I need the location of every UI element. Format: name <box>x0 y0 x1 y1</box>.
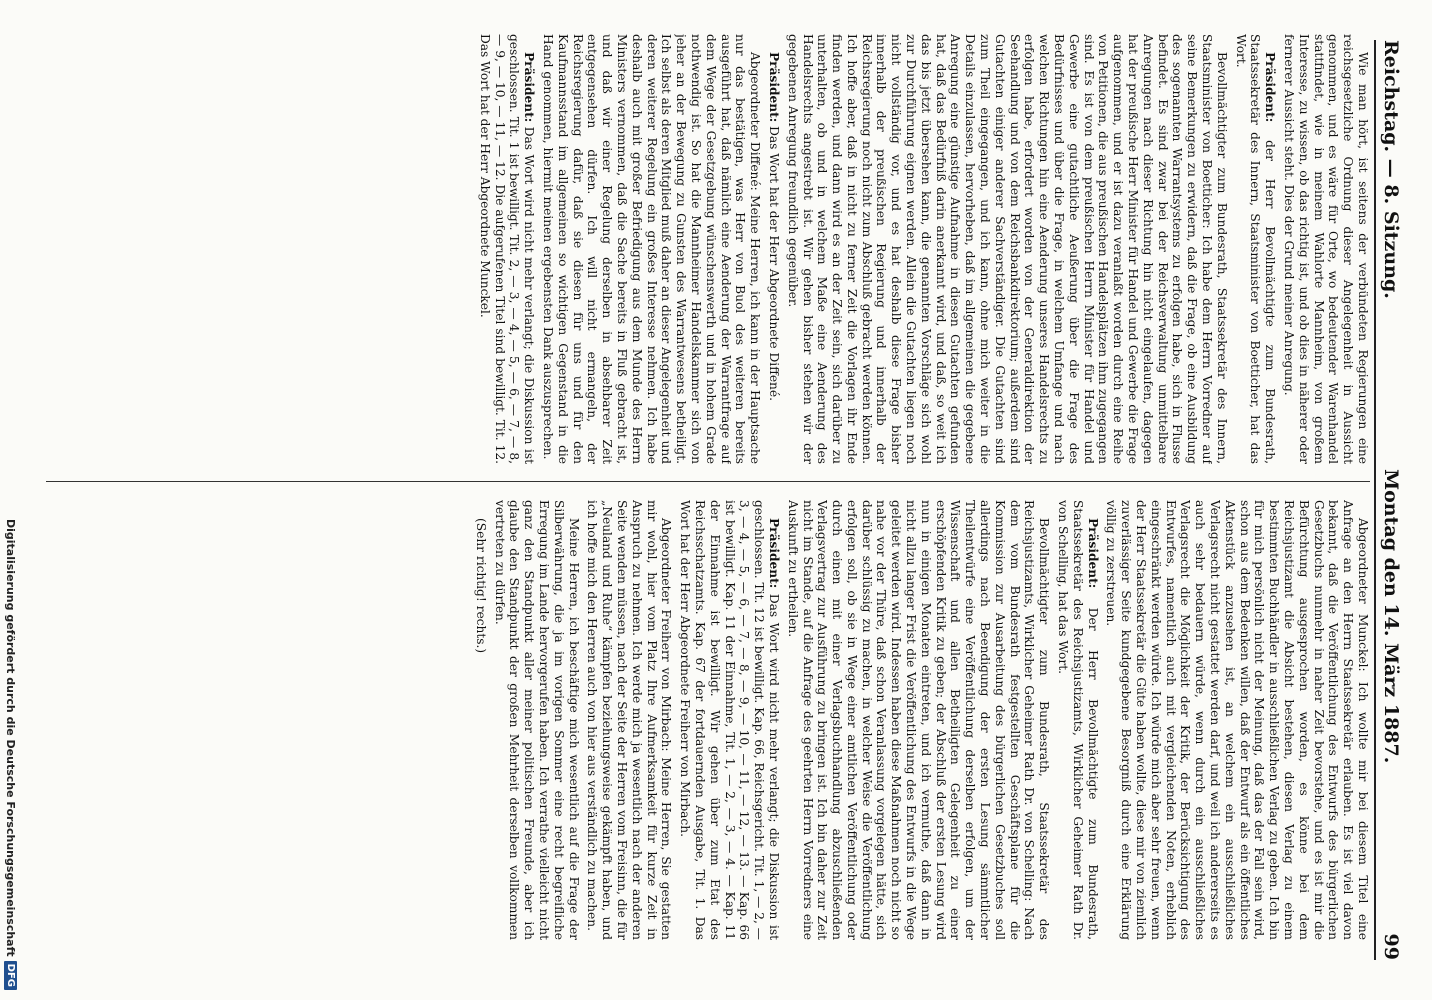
paragraph <box>785 500 1051 940</box>
speaker-label: Präsident: <box>522 52 537 123</box>
paragraph <box>1055 500 1099 940</box>
page-header <box>1374 40 1414 960</box>
speaker-label: Präsident: <box>766 52 781 123</box>
credit-text: Digitalisierung gefördert durch die Deutsche Forschungsgemeinschaft <box>4 518 18 957</box>
right-column <box>46 500 1370 940</box>
paragraph-text: Das Wort wird nicht mehr verlangt; die Diskussion ist geschlossen. Tit. 1 ist bewilligt. Tit. 2, — 3, — 4, — 5, — 6, — 7, — 8, — 9, — 10, — 11, — 12. Die aufgerufenen Titel sind bewilligt. Tit. 12. Das Wort hat der Herr Abgeordnete Munckel. <box>477 34 537 464</box>
paragraph <box>677 500 781 940</box>
paragraph-text: Das Wort hat der Herr Abgeordnete Diffené. <box>766 126 781 401</box>
paragraph-text: Wie man hört, ist seitens der verbündeten Regierungen eine reichsgesetzliche Ordnung dieser Angelegenheit in Aussicht genommen, und es wäre für Orte, wo bedeutender Warenhandel stattfindet, wie in meinem Wahlorte Mannheim, von großem Interesse, zu wissen, ob das richtig ist, und ob dies in näherer oder fernerer Aussicht steht. Dies der Grund meiner Anregung. <box>1282 34 1370 464</box>
paragraph <box>1104 500 1370 940</box>
paragraph <box>1233 34 1277 464</box>
speaker-label: Präsident: <box>766 518 781 589</box>
paragraph-text: Abgeordneter Freiherr von Mirbach: Meine Herren, Sie gestatten mir wohl, hier vom Platz Ihre Aufmerksamkeit für kurze Zeit in Anspruch zu nehmen. Ich werde mich ja wesentlich nach der anderen Seite wenden müssen, nach der Seite der Herren vom Freisinn, die für „Neuland und Ruhe“ kämpfen beziehungsweise gekämpft haben, und ich hoffe mich den Herren auch von hier aus verständlich zu machen. <box>585 500 674 940</box>
paragraph-text: der Herr Bevollmächtigte zum Bundesrath, Staatssekretär des Innern, Staatsminister von Boetticher, hat das Wort. <box>1233 34 1278 464</box>
digitization-credit <box>0 0 22 1000</box>
paragraph <box>1281 34 1370 464</box>
left-column <box>46 34 1370 464</box>
paragraph-text: Meine Herren, ich beschäftige mich wesentlich auf die Frage der Silberwährung, die ja im vorigen Sommer eine recht begreifliche Erregung im Lande hervorgerufen haben. Ich verrathe vielleicht nicht ganz den Standpunkt aller meiner politischen Freunde, aber ich glaube den Standpunkt der großen Mehrheit derselben vollkommen vertreten zu dürfen. <box>492 500 581 940</box>
page-number: 99 <box>1380 933 1402 960</box>
paragraph-text: Bevollmächtigter zum Bundesrath, Staatssekretär des Reichsjustizamts, Wirklicher Geheimer Rath Dr. von Schelling: Nach dem vom Bundesrath festgestellten Geschäftsplane für die Kommission zur Ausarbeitung des bürgerlichen Gesetzbuches soll allerdings nach Beendigung der ersten Lesung sämmtlicher Theilentwürfe eine Veröffentlichung derselben erfolgen, um der Wissenschaft und allen Betheiligten Gelegenheit zu einer erschöpfenden Kritik zu geben; der Abschluß der ersten Lesung wird nun in einigen Monaten eintreten, und ich vermuthe, daß dann in nicht allzu langer Frist die Veröffentlichung des Entwurfs in die Wege geleitet werden wird. Indessen haben diese Maßnahmen noch nicht so nahe vor der Thüre, daß schon Veranlassung vorgelegen hätte, sich darüber schlüssig zu machen, in welcher Weise die Veröffentlichung erfolgen soll, ob sie in Wege einer amtlichen Veröffentlichung oder durch einen mit einer Verlagsbuchhandlung abzuschließenden Verlagsvertrag zur Ausführung zu bringen ist. Ich bin daher zur Zeit nicht im Stande, auf die Anfrage des geehrten Herrn Vorredners eine Auskunft zu ertheilen. <box>785 500 1052 940</box>
paragraph-text: Abgeordneter Diffené: Meine Herren, ich kann in der Hauptsache nur das bestätigen, was Herr von Buol des weiteren bereits ausgeführt hat, daß nämlich eine Aenderung der Warrantfrage auf dem Wege der Gesetzgebung wünschenswerth und in hohem Grade nothwendig ist. So hat die Mannheimer Handelskammer sich von jeher an der Bewegung zu Gunsten des Warrantwesens betheiligt. Ich selbst als deren Mitglied muß daher an dieser Angelegenheit und deren weiterer Regelung ein großes Interesse nehmen. Ich habe deshalb auch mit großer Befriedigung aus dem Munde des Herrn Ministers vernommen, daß die Sache bereits in Fluß gebracht ist, und daß wir einer Regelung derselben in absehbarer Zeit entgegensehen dürfen. Ich will nicht ermangeln, der Reichsregierung dafür, daß sie diesen für uns und für den Kaufmannsstand im allgemeinen so wichtigen Gegenstand in die Hand genommen, hiermit meinen ergebensten Dank auszusprechen. <box>540 34 763 464</box>
speaker-label: Präsident: <box>1263 52 1278 123</box>
paragraph <box>492 500 581 940</box>
header-date: Montag den 14. März 1887. <box>1380 469 1402 764</box>
paragraph-text: Das Wort wird nicht mehr verlangt; die Diskussion ist geschlossen. Tit. 12 ist bewilligt. Kap. 66, Reichsgericht. Tit. 1, — 2, — 3, — 4, — 5, — 6, — 7, — 8, — 9, — 10, — 11, — 12, — 13. — Kap. 66 ist bewilligt. Kap. 11 der Einnahme, Tit. 1, — 2, — 3, — 4. — Kap. 11 der Einnahme ist bewilligt. Wir gehen über zum Etat des Reichsschatzamts. Kap. 67 der fortdauernden Ausgabe, Tit. 1. Das Wort hat der Herr Abgeordnete Freiherr von Mirbach. <box>678 500 781 940</box>
paragraph <box>766 34 781 464</box>
paragraph <box>473 500 488 940</box>
paragraph-text: Bevollmächtigter zum Bundesrath, Staatssekretär des Innern, Staatsminister von Boetticher: Ich habe dem Herrn Vorredner auf seine Bemerkungen zu erwidern, daß die Frage, ob eine Ausbildung des sogenannten Warrantsystems zu erfolgen habe, sich in Flusse befindet. Es sind zwar bei der Reichsverwaltung unmittelbare Anregungen nach dieser Richtung hin nicht eingelaufen, dagegen hat der preußische Herr Minister für Handel und Gewerbe die Frage aufgenommen, und er ist dazu veranlaßt worden durch eine Reihe von Petitionen, die aus preußischen Handelsplätzen ihm zugegangen sind. Es ist von dem preußischen Herrn Minister für Handel und Gewerbe eine gutachtliche Aeußerung über die Frage des Bedürfnisses und über die Frage, in welchem Umfange und nach welchen Richtungen hin eine Aenderung unseres Handelsrechts zu erfolgen habe, erfordert worden von der Generaldirektion der Seehandlung und von dem Reichsbankdirektorium; außerdem sind Gutachten einiger anderer Sachverständiger. Die Gutachten sind zum Theil eingegangen, und ich kann, ohne mich weiter in die Details einzulassen, hervorheben, daß im allgemeinen die gegebene Anregung eine günstige Aufnahme in diesen Gutachten gefunden hat, daß das Bedürfniß darin anerkannt wird, und daß, so weit ich das bis jetzt übersehen kann, die genannten Vorschläge sich wohl zur Durchführung eignen werden. Allein die Gutachten liegen noch nicht vollständig vor, und es hat deshalb diese Frage bisher innerhalb der preußischen Regierung und innerhalb der Reichsregierung noch nicht zum Abschluß gebracht werden können. Ich hoffe aber, daß in nicht zu ferner Zeit die Vorlagen ihr Ende finden werden, und dann wird es an der Zeit sein, sich darüber zu unterhalten, ob und in welchem Maße eine Aenderung des Handelsrechts angestrebt ist. Wir gehen bisher stehen wir der gegebenen Anregung freundlich gegenüber. <box>785 34 1229 464</box>
column-divider <box>46 481 1370 482</box>
paragraph <box>585 500 674 940</box>
speaker-label: Präsident: <box>1085 518 1100 589</box>
paragraph-text: Der Herr Bevollmächtigte zum Bundesrath, Staatssekretär des Reichsjustizamts, Wirklicher Geheimer Rath Dr. von Schelling, hat das Wort. <box>1056 500 1100 940</box>
paragraph <box>540 34 762 464</box>
paragraph-text: (Sehr richtig! rechts.) <box>473 518 488 654</box>
header-left: Reichstag. — 8. Sitzung. <box>1380 40 1402 299</box>
paragraph <box>785 34 1229 464</box>
dfg-logo-badge: DFG <box>5 961 18 990</box>
paragraph <box>477 34 536 464</box>
paragraph-text: Abgeordneter Munckel: Ich wollte mir bei diesem Titel eine Anfrage an den Herrn Staatssekretär erlauben. Es ist viel davon bekannt, daß die Veröffentlichung des Entwurfs des bürgerlichen Gesetzbuchs nunmehr in naher Zeit bevorstehe, und es ist mir die Befürchtung ausgesprochen worden, es könne bei dem Reichsjustizamt die Absicht bestehen, diesen Verlag zu einem bestimmten Buchhändler in ausschließlichen Verlag zu geben. Ich bin für mich persönlich nicht der Meinung, daß das der Fall sein wird, schon aus dem Bedenken willen, daß der Entwurf als ein öffentliches Aktenstück anzusehen ist, an welchem ein ausschließliches Verlagsrecht nicht gestattet werden darf, und weil ich andererseits es auch sehr bedauern würde, wenn durch ein ausschließliches Verlagsrecht die Möglichkeit der Kritik, der Berücksichtigung des Entwurfes, namentlich auch mit vergleichenden Noten, erheblich eingeschränkt werden würde. Ich würde mich aber sehr freuen, wenn der Herr Staatssekretär die Güte haben wollte, diese mir von ziemlich zuverlässiger Seite kundgegebene Besorgniß durch eine Erklärung völlig zu zerstreuen. <box>1104 500 1370 940</box>
